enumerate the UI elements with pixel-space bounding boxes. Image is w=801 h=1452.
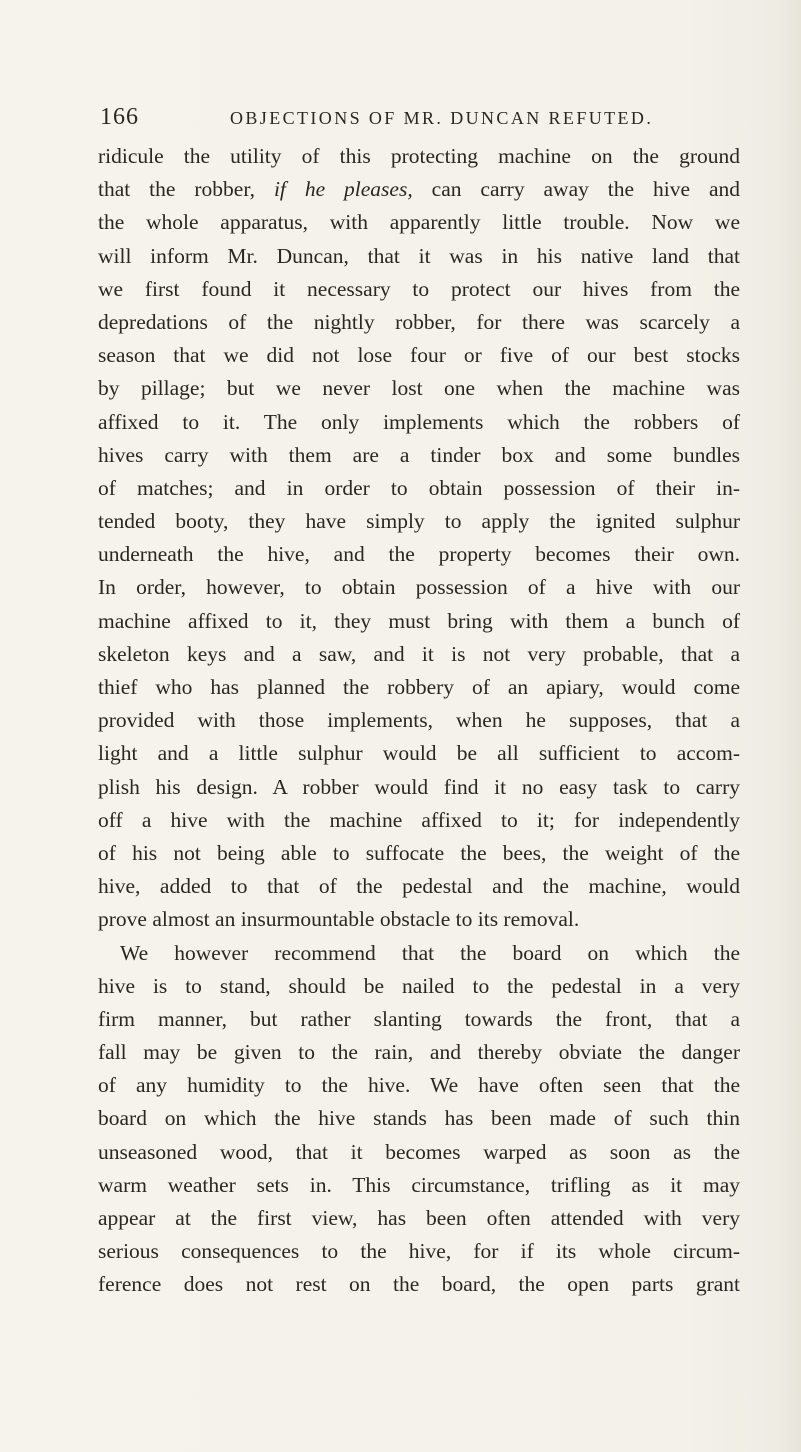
text-line: ridicule the utility of this protecting machine on the ground xyxy=(98,144,740,168)
text-line: of any humidity to the hive. We have often seen that the xyxy=(98,1073,740,1098)
text-line: hives carry with them are a tinder box and some bundles xyxy=(98,442,740,467)
text-line: prove almost an insurmountable obstacle to its removal. xyxy=(98,907,580,932)
text-line: In order, however, to obtain possession of a hive with our xyxy=(98,575,740,600)
text-line: hive is to stand, should be nailed to the pedestal in a very xyxy=(98,973,740,998)
text-line: hive, added to that of the pedestal and the machine, would xyxy=(98,874,740,899)
paragraph-start-line: We however recommend that the board on which the xyxy=(120,940,740,965)
running-head xyxy=(100,104,740,134)
text-line: we first found it necessary to protect our hives from the xyxy=(98,276,740,301)
text-line: provided with those implements, when he supposes, that a xyxy=(98,708,740,733)
italic-phrase: if he pleases, xyxy=(273,177,413,202)
text-line: board on which the hive stands has been made of such thin xyxy=(98,1106,740,1131)
text-line: depredations of the nightly robber, for there was scarcely a xyxy=(98,309,740,334)
text-line: appear at the first view, has been often attended with very xyxy=(98,1206,740,1230)
text-line: tended booty, they have simply to apply the ignited sulphur xyxy=(98,509,740,534)
text-line: affixed to it. The only implements which the robbers of xyxy=(98,409,740,434)
text-run: that the robber, xyxy=(98,177,274,202)
body-text xyxy=(98,140,740,1302)
text-line: underneath the hive, and the property becomes their own. xyxy=(98,542,740,567)
text-line: thief who has planned the robbery of an apiary, would come xyxy=(98,675,740,699)
text-line: light and a little sulphur would be all sufficient to accom- xyxy=(98,741,740,766)
text-line: season that we did not lose four or five of our best stocks xyxy=(98,343,740,368)
text-line: warm weather sets in. This circumstance, trifling as it may xyxy=(98,1172,740,1197)
text-line: will inform Mr. Duncan, that it was in his native land that xyxy=(98,243,740,268)
page-number: 166 xyxy=(100,104,139,130)
text-line: serious consequences to the hive, for if its whole circum- xyxy=(98,1239,740,1264)
text-run: can carry away the hive and xyxy=(412,177,740,202)
text-line: plish his design. A robber would find it no easy task to carry xyxy=(98,774,740,799)
text-line: fall may be given to the rain, and thereby obviate the danger xyxy=(98,1040,740,1065)
text-line: machine affixed to it, they must bring with them a bunch of xyxy=(98,608,740,633)
text-line: off a hive with the machine affixed to it; for independently xyxy=(98,807,740,832)
text-line xyxy=(98,173,740,206)
text-line: ference does not rest on the board, the open parts grant xyxy=(98,1272,740,1297)
text-line: by pillage; but we never lost one when the machine was xyxy=(98,376,740,401)
text-line: firm manner, but rather slanting towards the front, that a xyxy=(98,1006,740,1031)
text-line: skeleton keys and a saw, and it is not very probable, that a xyxy=(98,641,740,666)
running-title: OBJECTIONS OF MR. DUNCAN REFUTED. xyxy=(230,108,654,128)
text-line: unseasoned wood, that it becomes warped as soon as the xyxy=(98,1139,740,1164)
text-line: of his not being able to suffocate the bees, the weight of the xyxy=(98,840,740,865)
text-line: the whole apparatus, with apparently little trouble. Now we xyxy=(98,210,740,235)
text-line: of matches; and in order to obtain possession of their in- xyxy=(98,475,740,500)
